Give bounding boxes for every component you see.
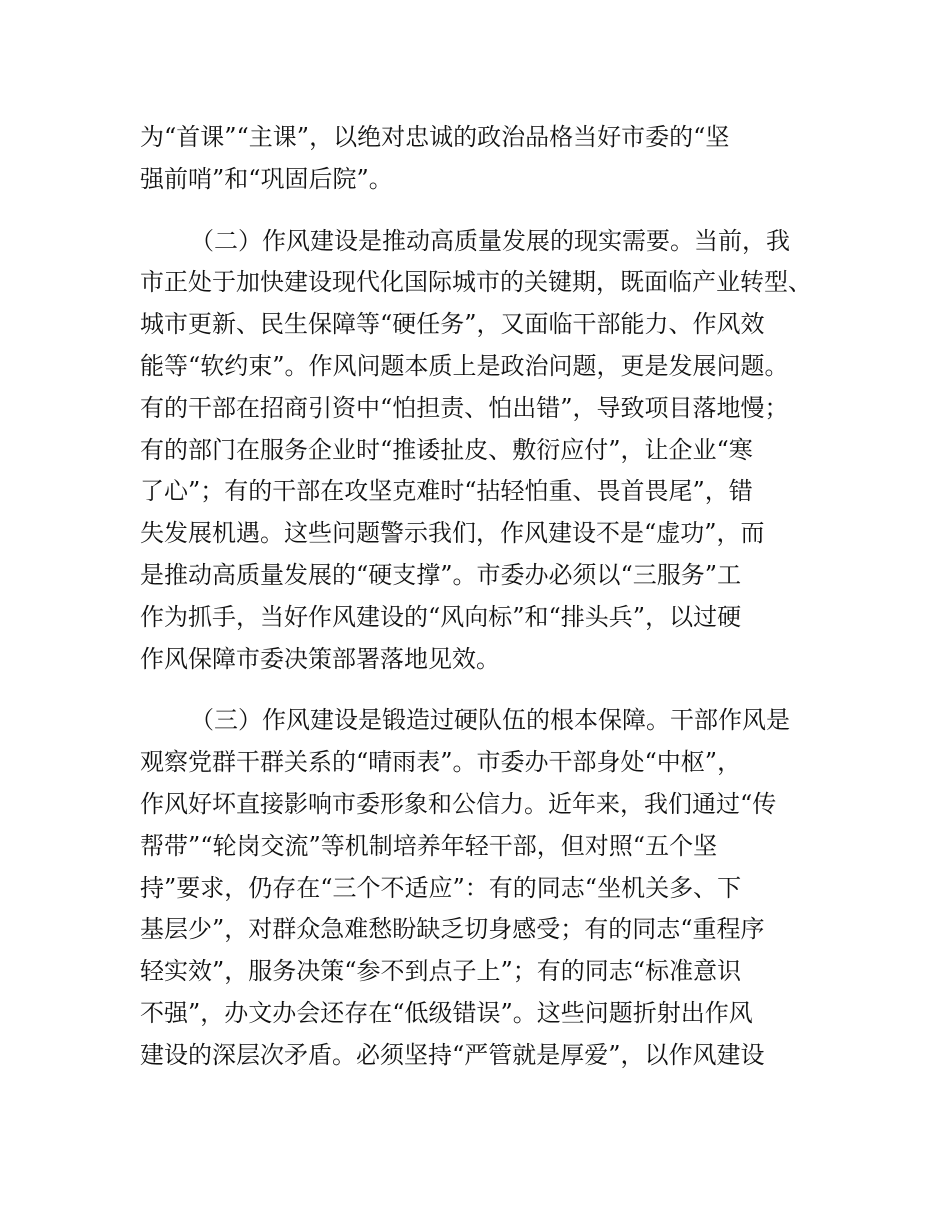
paragraph-continuation [140,117,830,201]
text-line: 轻实效”，服务决策“参不到点子上”；有的同志“标准意识 [140,957,742,986]
text-line: 失发展机遇。这些问题警示我们，作风建设不是“虚功”，而 [140,519,765,548]
text-line: 是推动高质量发展的“硬支撑”。市委办必须以“三服务”工 [140,560,742,589]
text-line: 观察党群干群关系的“晴雨表”。市委办干部身处“中枢”， [140,748,742,777]
text-line: 强前哨”和“巩固后院”。 [140,164,393,193]
text-line: （二）作风建设是推动高质量发展的现实需要。当前，我 [190,226,790,255]
text-line: 有的部门在服务企业时“推诿扯皮、敷衍应付”，让企业“寒 [140,435,753,464]
text-line: 了心”；有的干部在攻坚克难时“拈轻怕重、畏首畏尾”，错 [140,477,753,506]
text-line: 能等“软约束”。作风问题本质上是政治问题，更是发展问题。 [140,351,789,380]
text-line: 作为抓手，当好作风建设的“风向标”和“排头兵”，以过硬 [140,602,742,631]
text-line: 建设的深层次矛盾。必须坚持“严管就是厚爱”，以作风建设 [140,1040,765,1069]
text-line: 基层少”，对群众急难愁盼缺乏切身感受；有的同志“重程序 [140,915,765,944]
paragraph-section-two [140,221,830,681]
text-line: 为“首课”“主课”，以绝对忠诚的政治品格当好市委的“坚 [140,123,730,151]
paragraph-section-three [140,700,830,1076]
document-page [140,117,830,1077]
text-line: 不强”，办文办会还存在“低级错误”。这些问题折射出作风 [140,998,753,1027]
text-line: （三）作风建设是锻造过硬队伍的根本保障。干部作风是 [190,706,790,735]
text-line: 城市更新、民生保障等“硬任务”，又面临干部能力、作风效 [140,310,765,339]
text-line: 帮带”“轮岗交流”等机制培养年轻干部，但对照“五个坚 [140,831,718,860]
text-line: 有的干部在招商引资中“怕担责、怕出错”，导致项目落地慢； [140,393,789,422]
text-line: 作风保障市委决策部署落地见效。 [140,644,500,673]
text-line: 作风好坏直接影响市委形象和公信力。近年来，我们通过“传 [140,789,777,818]
text-line: 市正处于加快建设现代化国际城市的关键期，既面临产业转型、 [140,268,812,297]
text-line: 持”要求，仍存在“三个不适应”：有的同志“坐机关多、下 [140,873,742,902]
